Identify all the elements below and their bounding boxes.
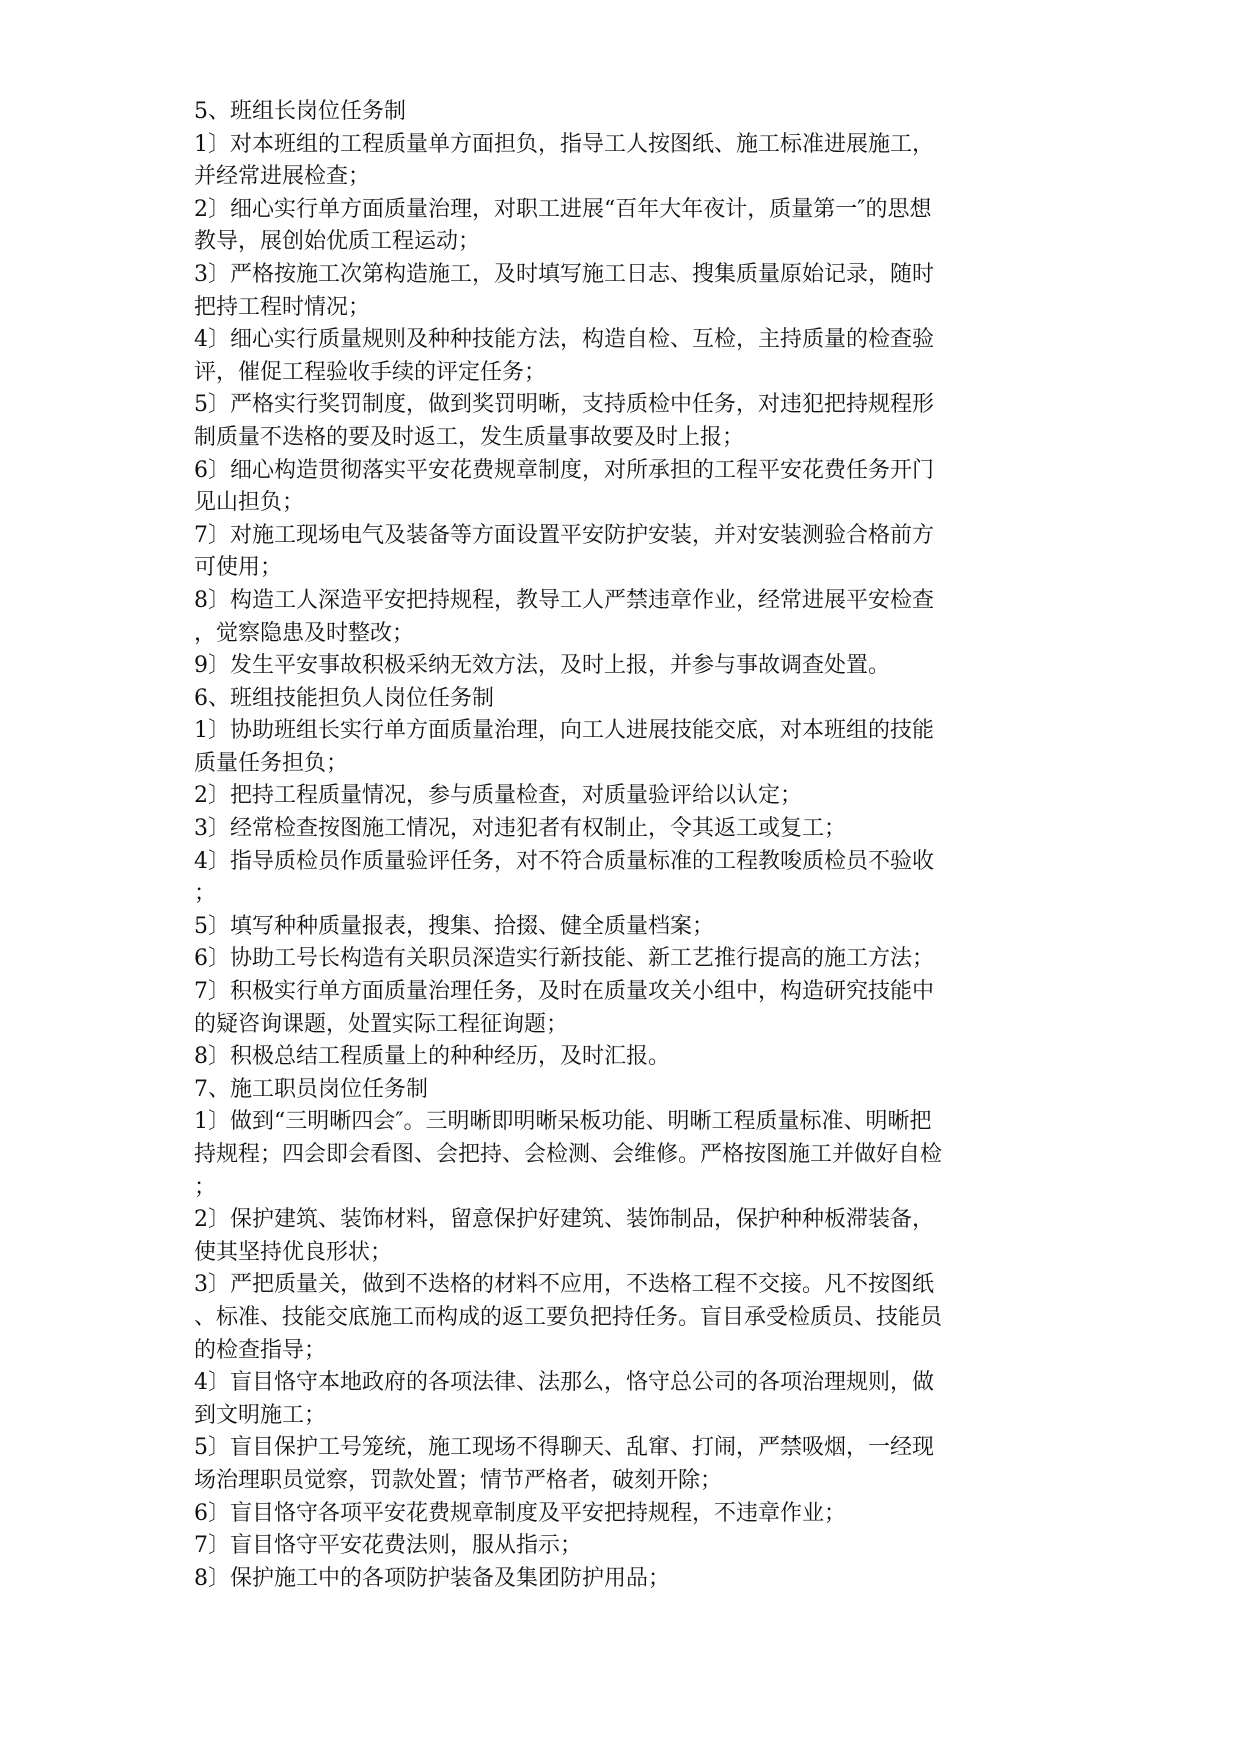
text-line: 7、施工职员岗位任务制: [194, 1076, 428, 1102]
text-line: ，觉察隐患及时整改；: [194, 620, 415, 646]
text-line: 8〕保护施工中的各项防护装备及集团防护用品；: [194, 1565, 670, 1591]
text-line: 2〕细心实行单方面质量治理，对职工进展“百年大年夜计，质量第一″的思想: [194, 196, 932, 222]
text-line: 5〕填写种种质量报表，搜集、拾掇、健全质量档案；: [194, 913, 714, 939]
text-line: 3〕严格按施工次第构造施工，及时填写施工日志、搜集质量原始记录，随时: [194, 261, 934, 287]
text-line: 7〕盲目恪守平安花费法则，服从指示；: [194, 1533, 582, 1559]
text-line: 6〕协助工号长构造有关职员深造实行新技能、新工艺推行提高的施工方法；: [194, 946, 934, 972]
document-body: [194, 96, 1054, 1595]
text-line: 4〕盲目恪守本地政府的各项法律、法那么，恪守总公司的各项治理规则，做: [194, 1370, 934, 1396]
text-line: 5〕盲目保护工号笼统，施工现场不得聊天、乱窜、打闹，严禁吸烟，一经现: [194, 1435, 934, 1461]
text-line: 4〕细心实行质量规则及种种技能方法，构造自检、互检，主持质量的检查验: [194, 327, 934, 353]
text-line: 制质量不迭格的要及时返工，发生质量事故要及时上报；: [194, 424, 745, 450]
text-line: ；: [194, 881, 217, 907]
text-line: 2〕保护建筑、装饰材料，留意保护好建筑、装饰制品，保护种种板滞装备，: [194, 1207, 934, 1233]
text-line: 3〕经常检查按图施工情况，对违犯者有权制止，令其返工或复工；: [194, 816, 846, 842]
text-line: 1〕对本班组的工程质量单方面担负，指导工人按图纸、施工标准进展施工，: [194, 131, 934, 157]
text-line: 并经常进展检查；: [194, 164, 371, 190]
text-line: 见山担负；: [194, 490, 305, 516]
text-line: 1〕做到“三明晰四会″。三明晰即明晰呆板功能、明晰工程质量标准、明晰把: [194, 1109, 932, 1135]
text-line: 8〕积极总结工程质量上的种种经历，及时汇报。: [194, 1044, 670, 1070]
text-line: 的疑咨询课题，处置实际工程征询题；: [194, 1011, 569, 1037]
text-line: ；: [194, 1174, 217, 1200]
text-line: 到文明施工；: [194, 1402, 327, 1428]
text-line: 9〕发生平安事故积极采纳无效方法，及时上报，并参与事故调查处置。: [194, 653, 890, 679]
text-line: 7〕对施工现场电气及装备等方面设置平安防护安装，并对安装测验合格前方: [194, 522, 934, 548]
text-line: 的检查指导；: [194, 1337, 327, 1363]
text-line: 使其坚持优良形状；: [194, 1239, 393, 1265]
text-line: 3〕严把质量关，做到不迭格的材料不应用，不迭格工程不交接。凡不按图纸: [194, 1272, 934, 1298]
text-line: 6、班组技能担负人岗位任务制: [194, 685, 494, 711]
text-line: 4〕指导质检员作质量验评任务，对不符合质量标准的工程教唆质检员不验收: [194, 848, 934, 874]
text-line: 5〕严格实行奖罚制度，做到奖罚明晰，支持质检中任务，对违犯把持规程形: [194, 392, 934, 418]
text-line: 场治理职员觉察，罚款处置；情节严格者，破刻开除；: [194, 1467, 723, 1493]
text-line: 6〕盲目恪守各项平安花费规章制度及平安把持规程，不违章作业；: [194, 1500, 846, 1526]
text-line: 教导，展创始优质工程运动；: [194, 229, 481, 255]
text-line: 5、班组长岗位任务制: [194, 99, 406, 124]
text-line: 1〕协助班组长实行单方面质量治理，向工人进展技能交底，对本班组的技能: [194, 718, 934, 744]
text-line: 评，催促工程验收手续的评定任务；: [194, 359, 547, 385]
text-line: 质量任务担负；: [194, 750, 349, 776]
text-line: 可使用；: [194, 555, 283, 581]
text-line: 、标准、技能交底施工而构成的返工要负把持任务。盲目承受检质员、技能员: [194, 1304, 943, 1330]
text-line: 持规程；四会即会看图、会把持、会检测、会维修。严格按图施工并做好自检: [194, 1142, 943, 1167]
text-line: 8〕构造工人深造平安把持规程，教导工人严禁违章作业，经常进展平安检查: [194, 587, 934, 613]
text-line: 把持工程时情况；: [194, 294, 371, 320]
text-line: 7〕积极实行单方面质量治理任务，及时在质量攻关小组中，构造研究技能中: [194, 979, 934, 1005]
text-line: 6〕细心构造贯彻落实平安花费规章制度，对所承担的工程平安花费任务开门: [194, 457, 934, 483]
text-line: 2〕把持工程质量情况，参与质量检查，对质量验评给以认定；: [194, 783, 802, 809]
